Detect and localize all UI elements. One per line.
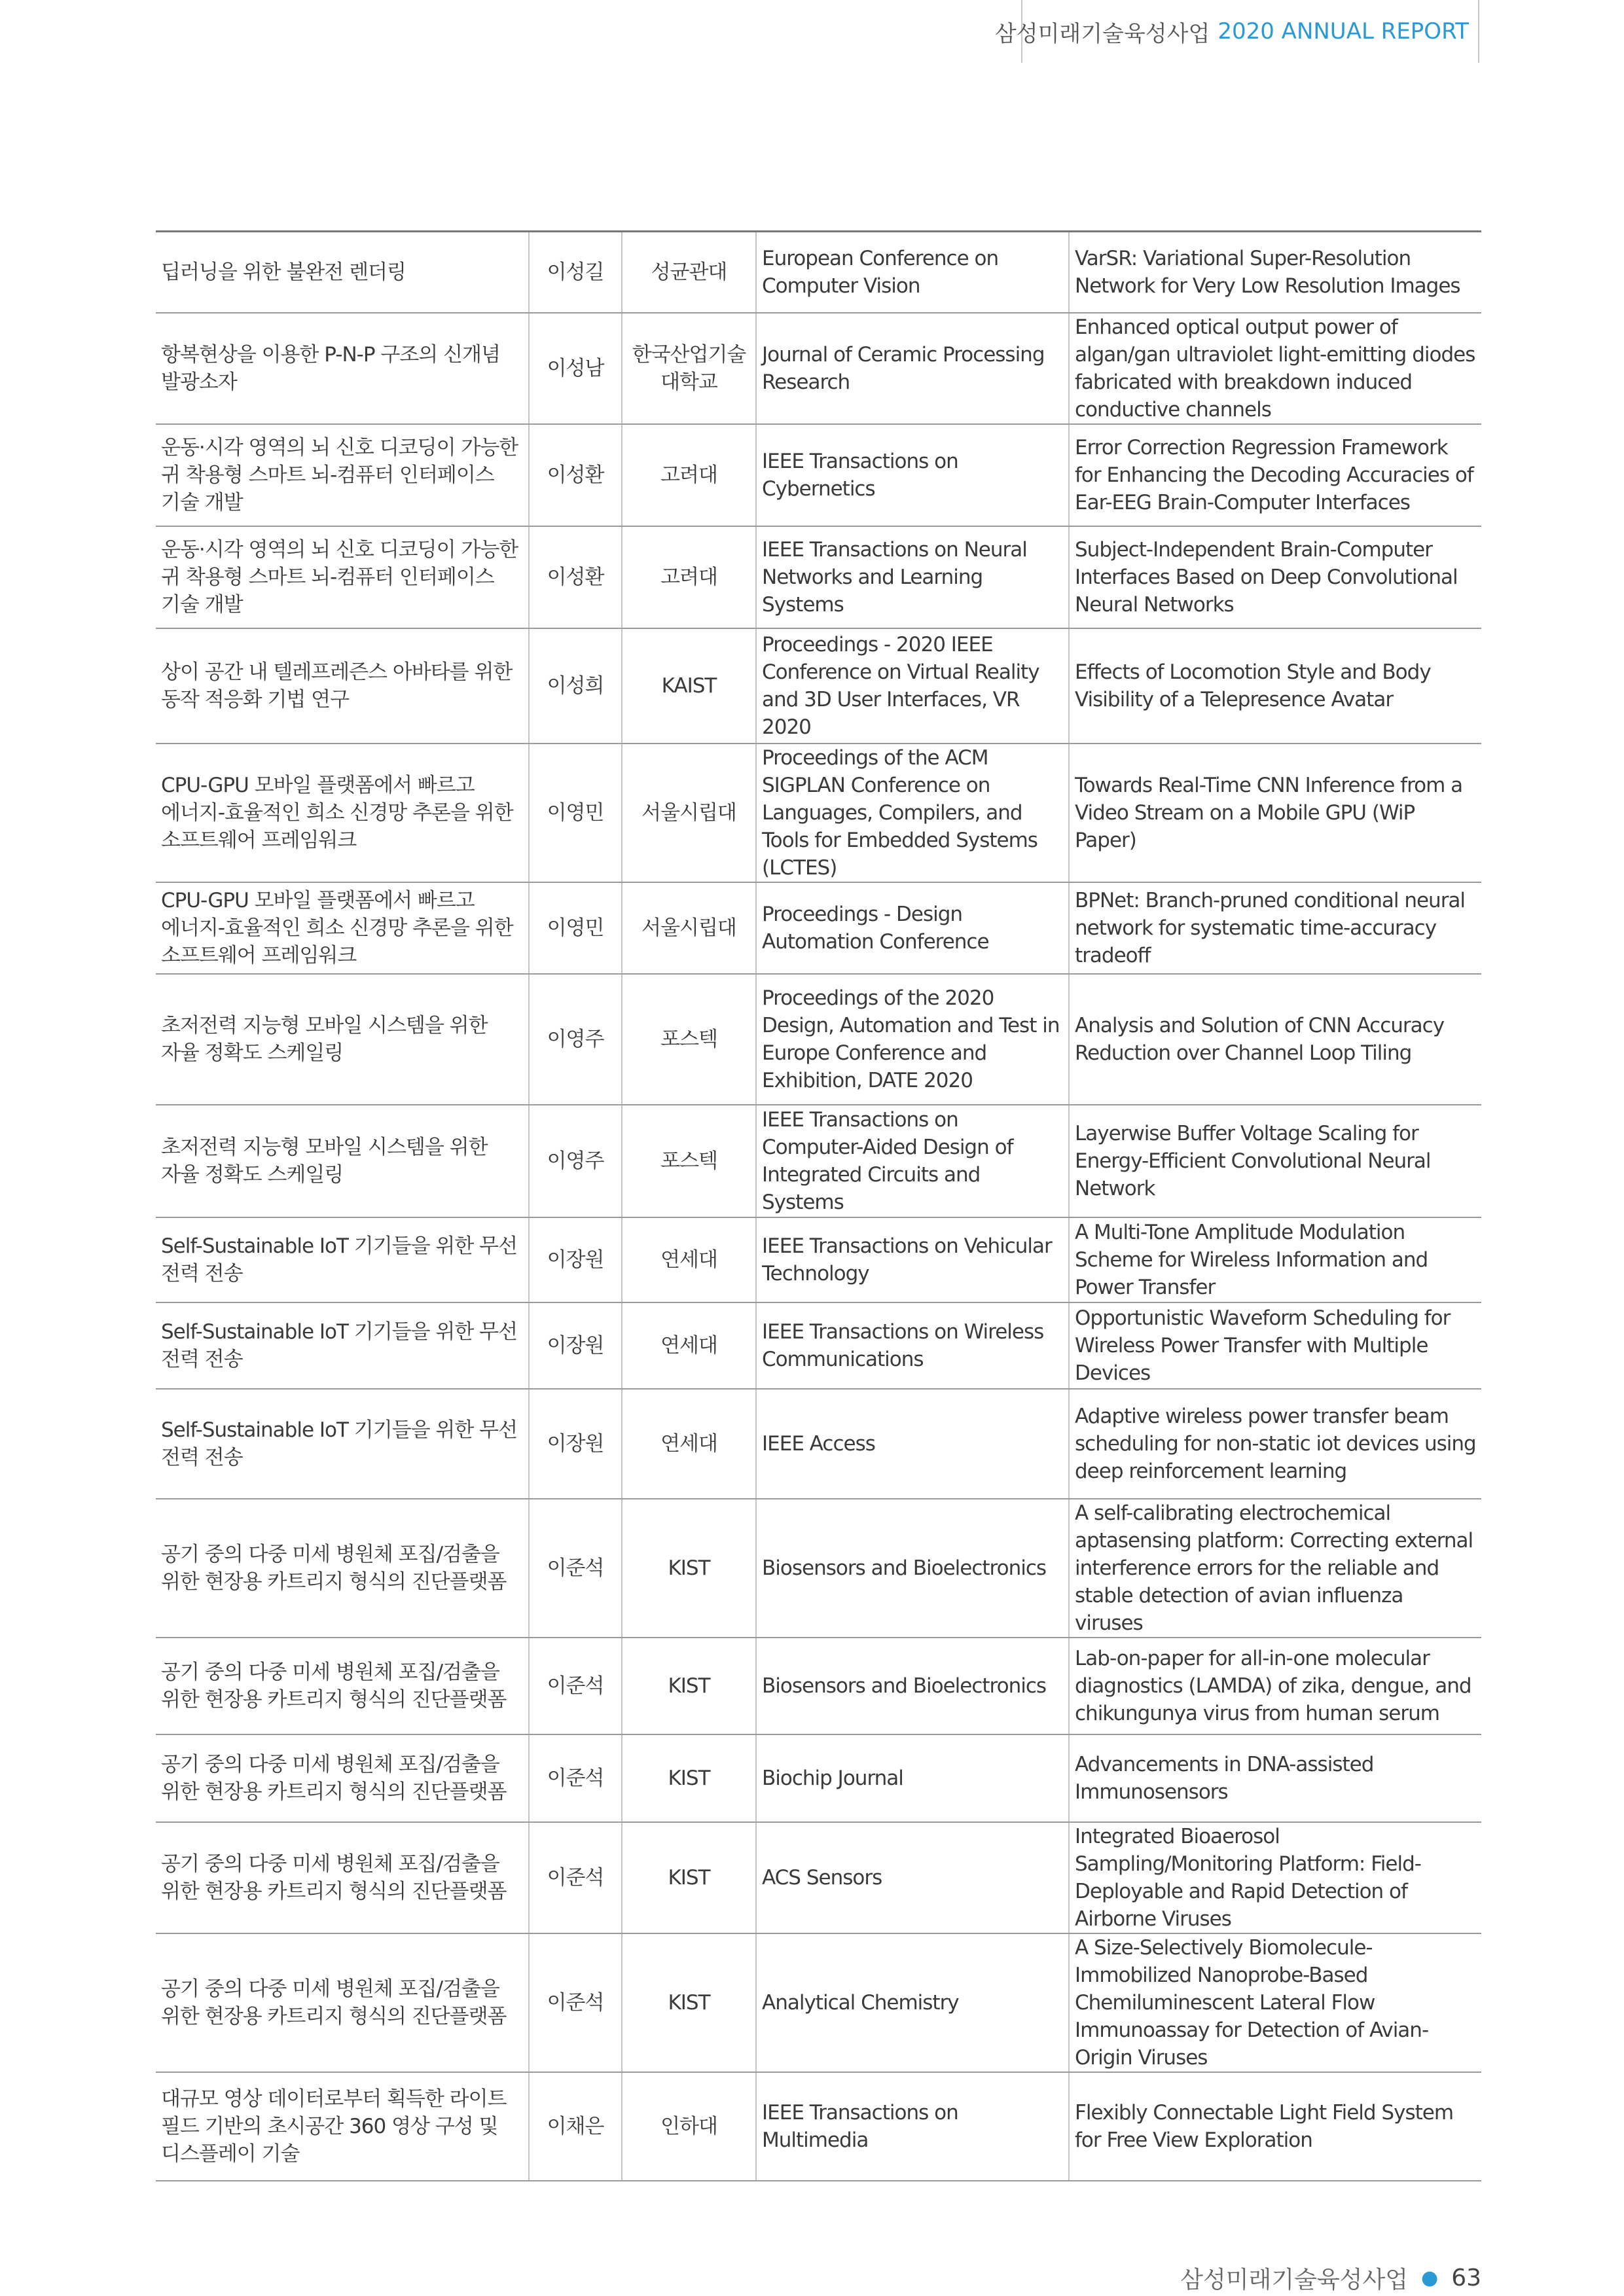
paper-title-cell: Towards Real-Time CNN Inference from a Video Stream on a Mobile GPU (WiP Paper) xyxy=(1069,744,1481,882)
university-cell: 고려대 xyxy=(622,424,756,526)
paper-title-cell: Error Correction Regression Framework for Enhancing the Decoding Accuracies of Ear-EEG Brain-Computer Interfaces xyxy=(1069,424,1481,526)
project-title-cell: 상이 공간 내 텔레프레즌스 아바타를 위한 동작 적응화 기법 연구 xyxy=(156,628,529,744)
table-row xyxy=(156,1822,1481,1933)
venue-cell: Analytical Chemistry xyxy=(756,1933,1069,2072)
project-title-cell: 초저전력 지능형 모바일 시스템을 위한 자율 정확도 스케일링 xyxy=(156,974,529,1105)
researcher-cell: 이준석 xyxy=(529,1499,622,1638)
table-row xyxy=(156,974,1481,1105)
paper-title-cell: VarSR: Variational Super-Resolution Network for Very Low Resolution Images xyxy=(1069,232,1481,313)
table-row xyxy=(156,1638,1481,1734)
venue-cell: IEEE Transactions on Neural Networks and Learning Systems xyxy=(756,526,1069,628)
paper-title-cell: Adaptive wireless power transfer beam scheduling for non-static iot devices using deep reinforcement learning xyxy=(1069,1389,1481,1499)
researcher-cell: 이준석 xyxy=(529,1734,622,1822)
university-cell: 포스텍 xyxy=(622,1105,756,1217)
paper-title-cell: Opportunistic Waveform Scheduling for Wireless Power Transfer with Multiple Devices xyxy=(1069,1302,1481,1389)
researcher-cell: 이장원 xyxy=(529,1389,622,1499)
researcher-cell: 이준석 xyxy=(529,1638,622,1734)
venue-cell: IEEE Access xyxy=(756,1389,1069,1499)
table-row xyxy=(156,1302,1481,1389)
table-row xyxy=(156,2072,1481,2181)
paper-title-cell: Layerwise Buffer Voltage Scaling for Energy-Efficient Convolutional Neural Network xyxy=(1069,1105,1481,1217)
table-row xyxy=(156,628,1481,744)
venue-cell: ACS Sensors xyxy=(756,1822,1069,1933)
project-title-cell: CPU-GPU 모바일 플랫폼에서 빠르고 에너지-효율적인 희소 신경망 추론을 위한 소프트웨어 프레임워크 xyxy=(156,744,529,882)
university-cell: KIST xyxy=(622,1638,756,1734)
paper-title-cell: Flexibly Connectable Light Field System for Free View Exploration xyxy=(1069,2072,1481,2181)
researcher-cell: 이성길 xyxy=(529,232,622,313)
project-title-cell: 대규모 영상 데이터로부터 획득한 라이트 필드 기반의 초시공간 360 영상 구성 및 디스플레이 기술 xyxy=(156,2072,529,2181)
paper-title-cell: A Size-Selectively Biomolecule-Immobilized Nanoprobe-Based Chemiluminescent Lateral Flow Immunoassay for Detection of Avian-Origin Viruses xyxy=(1069,1933,1481,2072)
university-cell: 연세대 xyxy=(622,1217,756,1302)
paper-title-cell: BPNet: Branch-pruned conditional neural network for systematic time-accuracy tradeoff xyxy=(1069,882,1481,974)
paper-title-cell: Integrated Bioaerosol Sampling/Monitoring Platform: Field-Deployable and Rapid Detection of Airborne Viruses xyxy=(1069,1822,1481,1933)
project-title-cell: 딥러닝을 위한 불완전 렌더링 xyxy=(156,232,529,313)
university-cell: KIST xyxy=(622,1822,756,1933)
venue-cell: IEEE Transactions on Wireless Communications xyxy=(756,1302,1069,1389)
researcher-cell: 이성환 xyxy=(529,424,622,526)
university-cell: KIST xyxy=(622,1933,756,2072)
venue-cell: Biochip Journal xyxy=(756,1734,1069,1822)
table-row xyxy=(156,1217,1481,1302)
venue-cell: Proceedings - 2020 IEEE Conference on Virtual Reality and 3D User Interfaces, VR 2020 xyxy=(756,628,1069,744)
paper-title-cell: A Multi-Tone Amplitude Modulation Scheme for Wireless Information and Power Transfer xyxy=(1069,1217,1481,1302)
university-cell: 성균관대 xyxy=(622,232,756,313)
university-cell: 연세대 xyxy=(622,1302,756,1389)
table-row xyxy=(156,882,1481,974)
table-row xyxy=(156,1499,1481,1638)
university-cell: 한국산업기술대학교 xyxy=(622,313,756,424)
project-title-cell: 공기 중의 다중 미세 병원체 포집/검출을 위한 현장용 카트리지 형식의 진단플랫폼 xyxy=(156,1822,529,1933)
university-cell: 서울시립대 xyxy=(622,882,756,974)
researcher-cell: 이장원 xyxy=(529,1217,622,1302)
project-title-cell: 항복현상을 이용한 P-N-P 구조의 신개념 발광소자 xyxy=(156,313,529,424)
university-cell: 인하대 xyxy=(622,2072,756,2181)
project-title-cell: Self-Sustainable IoT 기기들을 위한 무선 전력 전송 xyxy=(156,1302,529,1389)
venue-cell: European Conference on Computer Vision xyxy=(756,232,1069,313)
researcher-cell: 이영주 xyxy=(529,974,622,1105)
project-title-cell: 공기 중의 다중 미세 병원체 포집/검출을 위한 현장용 카트리지 형식의 진단플랫폼 xyxy=(156,1499,529,1638)
table-row xyxy=(156,313,1481,424)
university-cell: 포스텍 xyxy=(622,974,756,1105)
venue-cell: Proceedings of the 2020 Design, Automation and Test in Europe Conference and Exhibition, DATE 2020 xyxy=(756,974,1069,1105)
paper-title-cell: A self-calibrating electrochemical aptasensing platform: Correcting external interference errors for the reliable and stable detection of avian influenza viruses xyxy=(1069,1499,1481,1638)
venue-cell: IEEE Transactions on Cybernetics xyxy=(756,424,1069,526)
venue-cell: Biosensors and Bioelectronics xyxy=(756,1638,1069,1734)
university-cell: 서울시립대 xyxy=(622,744,756,882)
university-cell: KIST xyxy=(622,1499,756,1638)
page-footer xyxy=(1180,2261,1481,2295)
paper-title-cell: Subject-Independent Brain-Computer Interfaces Based on Deep Convolutional Neural Networks xyxy=(1069,526,1481,628)
page-number: 63 xyxy=(1451,2265,1481,2291)
paper-title-cell: Advancements in DNA-assisted Immunosensors xyxy=(1069,1734,1481,1822)
publications-table-body xyxy=(156,232,1481,2181)
researcher-cell: 이영주 xyxy=(529,1105,622,1217)
researcher-cell: 이영민 xyxy=(529,882,622,974)
researcher-cell: 이성남 xyxy=(529,313,622,424)
venue-cell: IEEE Transactions on Multimedia xyxy=(756,2072,1069,2181)
project-title-cell: 공기 중의 다중 미세 병원체 포집/검출을 위한 현장용 카트리지 형식의 진단플랫폼 xyxy=(156,1638,529,1734)
table-row xyxy=(156,526,1481,628)
venue-cell: IEEE Transactions on Computer-Aided Design of Integrated Circuits and Systems xyxy=(756,1105,1069,1217)
venue-cell: IEEE Transactions on Vehicular Technology xyxy=(756,1217,1069,1302)
table-row xyxy=(156,1734,1481,1822)
header-org: 삼성미래기술육성사업 xyxy=(994,20,1210,47)
university-cell: 고려대 xyxy=(622,526,756,628)
project-title-cell: 공기 중의 다중 미세 병원체 포집/검출을 위한 현장용 카트리지 형식의 진단플랫폼 xyxy=(156,1933,529,2072)
table-row xyxy=(156,1105,1481,1217)
table-row xyxy=(156,232,1481,313)
university-cell: KIST xyxy=(622,1734,756,1822)
researcher-cell: 이준석 xyxy=(529,1822,622,1933)
researcher-cell: 이채은 xyxy=(529,2072,622,2181)
paper-title-cell: Effects of Locomotion Style and Body Visibility of a Telepresence Avatar xyxy=(1069,628,1481,744)
paper-title-cell: Lab-on-paper for all-in-one molecular diagnostics (LAMDA) of zika, dengue, and chikungunya virus from human serum xyxy=(1069,1638,1481,1734)
project-title-cell: Self-Sustainable IoT 기기들을 위한 무선 전력 전송 xyxy=(156,1217,529,1302)
researcher-cell: 이장원 xyxy=(529,1302,622,1389)
footer-bullet-icon: ● xyxy=(1421,2267,1439,2289)
page-header xyxy=(994,0,1479,63)
project-title-cell: Self-Sustainable IoT 기기들을 위한 무선 전력 전송 xyxy=(156,1389,529,1499)
publications-table xyxy=(156,230,1481,2181)
footer-org: 삼성미래기술육성사업 xyxy=(1180,2267,1408,2293)
researcher-cell: 이영민 xyxy=(529,744,622,882)
university-cell: KAIST xyxy=(622,628,756,744)
university-cell: 연세대 xyxy=(622,1389,756,1499)
project-title-cell: 운동·시각 영역의 뇌 신호 디코딩이 가능한 귀 착용형 스마트 뇌-컴퓨터 인터페이스 기술 개발 xyxy=(156,424,529,526)
researcher-cell: 이성희 xyxy=(529,628,622,744)
venue-cell: Proceedings of the ACM SIGPLAN Conference on Languages, Compilers, and Tools for Embedded Systems (LCTES) xyxy=(756,744,1069,882)
header-report-title: 2020 ANNUAL REPORT xyxy=(1218,18,1469,45)
project-title-cell: CPU-GPU 모바일 플랫폼에서 빠르고 에너지-효율적인 희소 신경망 추론을 위한 소프트웨어 프레임워크 xyxy=(156,882,529,974)
project-title-cell: 공기 중의 다중 미세 병원체 포집/검출을 위한 현장용 카트리지 형식의 진단플랫폼 xyxy=(156,1734,529,1822)
table-row xyxy=(156,744,1481,882)
table-row xyxy=(156,424,1481,526)
venue-cell: Journal of Ceramic Processing Research xyxy=(756,313,1069,424)
researcher-cell: 이성환 xyxy=(529,526,622,628)
venue-cell: Biosensors and Bioelectronics xyxy=(756,1499,1069,1638)
venue-cell: Proceedings - Design Automation Conference xyxy=(756,882,1069,974)
table-row xyxy=(156,1933,1481,2072)
table-row xyxy=(156,1389,1481,1499)
project-title-cell: 운동·시각 영역의 뇌 신호 디코딩이 가능한 귀 착용형 스마트 뇌-컴퓨터 인터페이스 기술 개발 xyxy=(156,526,529,628)
researcher-cell: 이준석 xyxy=(529,1933,622,2072)
paper-title-cell: Analysis and Solution of CNN Accuracy Reduction over Channel Loop Tiling xyxy=(1069,974,1481,1105)
paper-title-cell: Enhanced optical output power of algan/gan ultraviolet light-emitting diodes fabricated with breakdown induced conductive channels xyxy=(1069,313,1481,424)
project-title-cell: 초저전력 지능형 모바일 시스템을 위한 자율 정확도 스케일링 xyxy=(156,1105,529,1217)
